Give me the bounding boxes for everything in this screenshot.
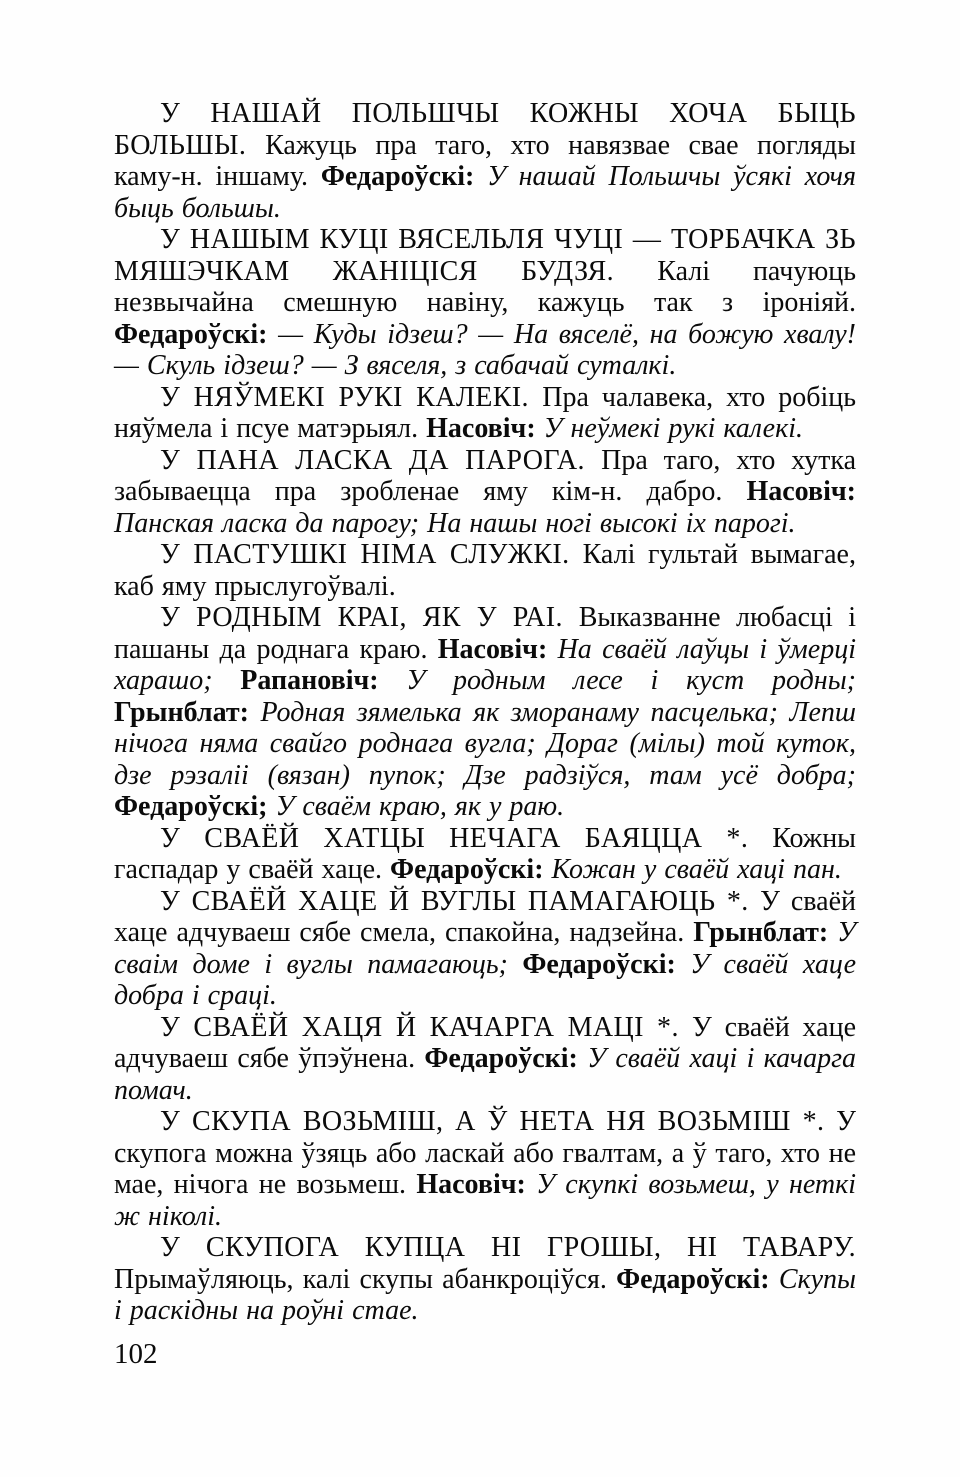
dictionary-entry <box>114 539 856 602</box>
proverb-headword: У НЯЎМЕКІ РУКІ КАЛЕКІ. <box>160 381 543 413</box>
source-name: Насовіч: <box>746 476 856 507</box>
citation-text: — Куды ідзеш? — На вяселё, на божую хвалу! — Скуль ідзеш? — З вяселя, з сабачай суталкі. <box>114 318 857 381</box>
proverb-headword: У СКУПОГА КУПЦА НІ ГРОШЫ, НІ ТАВАРУ. <box>160 1232 856 1263</box>
citation-text: У сваім доме і вуглы памагаюць; <box>114 917 856 980</box>
explanation-text: Калі пачуюць незвычайна смешную навіну, кажуць так з іроніяй. <box>114 255 856 318</box>
citation-text: У нашай Польшчы ўсякі хочя быць большы. <box>114 161 856 224</box>
dictionary-entry <box>114 886 856 1012</box>
citation-text: Панская ласка да парогу; На нашы ногі высокі іх парогі. <box>114 507 796 539</box>
explanation-text: У сваёй хаце адчуваеш сябе ўпэўнена. <box>114 1011 857 1074</box>
citation-text: У сваём краю, як у раю. <box>275 791 565 822</box>
citation-text: Кожан у сваёй хаці пан. <box>551 854 842 885</box>
explanation-text: Пра чалавека, хто робіць няўмела і псуе матэрыял. <box>114 381 856 444</box>
source-name: Федароўскі: <box>616 1263 779 1295</box>
proverb-headword: У ПАСТУШКІ НІМА СЛУЖКІ. <box>160 539 583 570</box>
citation-text: На сваёй лаўцы і ўмерці харашо; <box>114 633 857 696</box>
proverb-headword: У СВАЁЙ ХАЦЯ Й КАЧАРГА МАЦІ *. <box>160 1011 693 1043</box>
dictionary-entry <box>114 224 856 382</box>
source-name: Федароўскі; <box>114 791 276 822</box>
explanation-text: Выказванне любасці і пашаны да роднага краю. <box>114 602 856 665</box>
dictionary-entry <box>114 823 856 886</box>
explanation-text: Кожны гаспадар у сваёй хаце. <box>114 822 856 885</box>
source-name: Федароўскі: <box>424 1043 588 1074</box>
proverb-headword: У СВАЁЙ ХАЦЕ Й ВУГЛЫ ПАМАГАЮЦЬ *. <box>160 885 761 917</box>
source-name: Насовіч: <box>426 413 544 444</box>
dictionary-entry <box>114 98 856 224</box>
proverb-headword: У НАШАЙ ПОЛЬШЧЫ КОЖНЫ ХОЧА БЫЦЬ БОЛЬШЫ. <box>114 98 856 161</box>
dictionary-entry <box>114 602 856 823</box>
source-name: Федароўскі: <box>390 854 552 885</box>
proverb-headword: У СВАЁЙ ХАТЦЫ НЕЧАГА БАЯЦЦА *. <box>160 822 773 854</box>
dictionary-entry <box>114 1232 856 1327</box>
proverb-headword: У СКУПА ВОЗЬМІШ, А Ў НЕТА НЯ ВОЗЬМІШ *. <box>160 1106 837 1137</box>
source-name: Федароўскі: <box>114 318 279 350</box>
explanation-text: У сваёй хаце адчуваеш сябе смела, спакойна, надзейна. <box>114 885 856 948</box>
proverb-headword: У РОДНЫМ КРАІ, ЯК У РАІ. <box>160 602 579 633</box>
explanation-text: Прымаўляюць, калі скупы абанкроціўся. <box>114 1263 617 1295</box>
citation-text: У сваёй хаце добра і сраці. <box>114 948 857 1011</box>
dictionary-text-block <box>114 98 856 1327</box>
citation-text: Родная зямелька як зморанаму пасцелька; Лепш нічога няма свайго роднага вугла; Дораг (мілы) той куток, дзе рэзаліі (вязан) пупок; Дзе радзіўся, там усё добра; <box>114 696 857 791</box>
source-name: Грынблат: <box>693 917 838 948</box>
explanation-text: Кажуць пра таго, хто навязвае свае погляды каму-н. іншаму. <box>114 129 856 192</box>
citation-text: Скупы і раскідны на роўні стае. <box>114 1263 856 1326</box>
source-name: Грынблат: <box>114 696 261 728</box>
explanation-text: У скупога можна ўзяць або ласкай або гвалтам, а ў таго, хто не мае, нічога не возьмеш. <box>114 1106 856 1200</box>
source-name: Рапановіч: <box>240 665 407 696</box>
citation-text: У скупкі возьмеш, у неткі ж ніколі. <box>114 1169 856 1232</box>
dictionary-entry <box>114 382 856 445</box>
dictionary-entry <box>114 1012 856 1107</box>
dictionary-entry <box>114 445 856 540</box>
source-name: Федароўскі: <box>522 948 691 980</box>
proverb-headword: У НАШЫМ КУЦІ ВЯСЕЛЬЛЯ ЧУЦІ — ТОРБАЧКА ЗЬ МЯШЭЧКАМ ЖАНІЦІСЯ БУДЗЯ. <box>114 224 856 287</box>
citation-text: У неўмекі рукі калекі. <box>543 413 803 444</box>
explanation-text: Калі гультай вымагае, каб яму прыслугоўвалі. <box>114 539 856 602</box>
source-name: Насовіч: <box>416 1169 537 1200</box>
proverb-headword: У ПАНА ЛАСКА ДА ПАРОГА. <box>160 444 602 476</box>
page-number: 102 <box>114 1338 158 1370</box>
citation-text: У родным лесе і куст родны; <box>406 665 856 696</box>
source-name: Федароўскі: <box>320 161 488 192</box>
dictionary-entry <box>114 1106 856 1232</box>
source-name: Насовіч: <box>437 633 558 665</box>
explanation-text: Пра таго, хто хутка забываецца пра зробленае яму кім-н. дабро. <box>114 444 857 507</box>
citation-text: У сваёй хаці і качарга помач. <box>114 1043 856 1106</box>
